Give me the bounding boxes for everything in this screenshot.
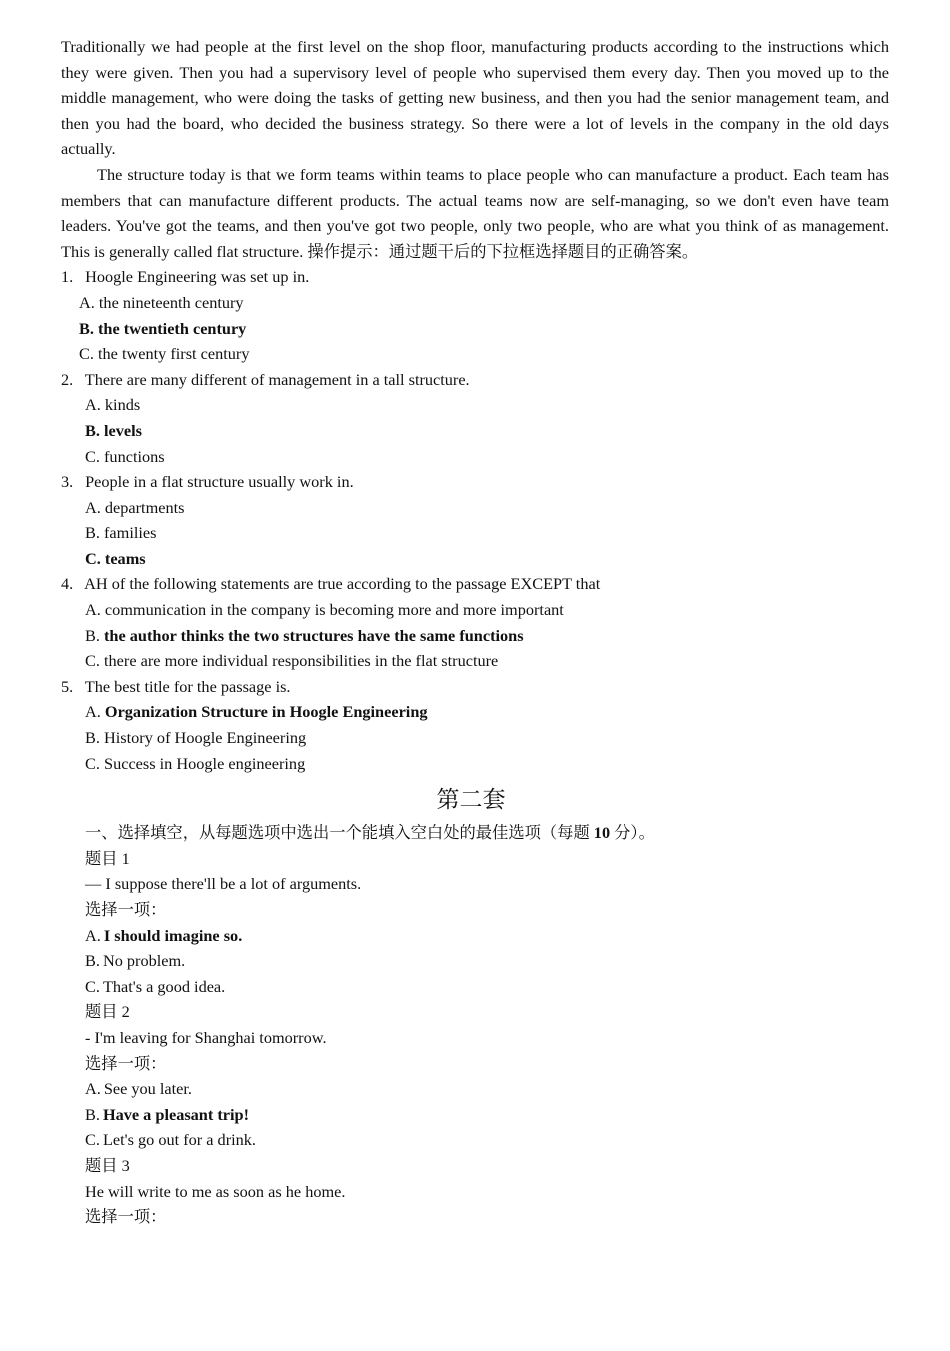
passage-paragraph-2: The structure today is that we form teams within teams to place people who can manufacture a product. Each team has members that can manufacture different products. The actual teams now are self-managing, so we don't even have team leaders. You've got the teams, and then you've got two people, only two people, who are what you think of as management. This is generally called flat structure. 操作提示：通过题干后的下拉框选择题目的正确答案。 [61, 164, 889, 261]
option-4b-correct [61, 623, 889, 649]
question-2 [61, 367, 889, 393]
option-label: B. [85, 523, 100, 543]
option-text: the twentieth century [98, 318, 247, 338]
option-text: Let's go out for a drink. [102, 1130, 256, 1150]
question-number: 3. [61, 472, 74, 492]
option-text: Success in Hoogle engineering [104, 753, 306, 773]
question-5 [61, 674, 889, 700]
item-1-option-c [61, 974, 889, 1000]
option-text: Have a pleasant trip! [102, 1104, 250, 1124]
option-label: C. [85, 1130, 100, 1150]
question-1 [61, 264, 889, 290]
option-4c [61, 648, 889, 674]
option-text: No problem. [102, 951, 186, 971]
section-instruction [61, 820, 889, 846]
option-label: B. [85, 1104, 100, 1124]
question-text: People in a flat structure usually work in. [85, 472, 354, 492]
option-text: See you later. [103, 1079, 192, 1099]
option-2a [61, 392, 889, 418]
option-label: B. [85, 625, 100, 645]
section-title: 第二套 [436, 787, 506, 813]
option-text: History of Hoogle Engineering [104, 728, 307, 748]
question-3 [61, 469, 889, 495]
option-text: departments [104, 497, 185, 517]
item-2-prompt: - I'm leaving for Shanghai tomorrow. [85, 1027, 327, 1047]
option-1c [61, 341, 889, 367]
question-number: 2. [61, 369, 74, 389]
document-page [61, 34, 889, 1230]
question-text: Hoogle Engineering was set up in. [85, 267, 310, 287]
option-label: C. [85, 753, 100, 773]
passage-paragraph-1: Traditionally we had people at the first level on the shop floor, manufacturing products according to the instructions which they were given. Then you had a supervisory level of people who supervised them every day. Then you moved up to the middle management, who were doing the tasks of getting new business, and then you had the senior management team, and then you had the board, who decided the business strategy. So there were a lot of levels in the company in the old days actually. [61, 37, 889, 159]
option-label: C. [85, 651, 100, 671]
option-3a [61, 495, 889, 521]
question-text: The best title for the passage is. [84, 676, 291, 696]
item-2-option-b-correct [61, 1102, 889, 1128]
choose-one-label: 选择一项： [85, 900, 167, 919]
option-label: A. [85, 395, 101, 415]
item-2-option-a [61, 1076, 889, 1102]
option-text: functions [104, 446, 165, 466]
question-number: 1. [61, 267, 74, 287]
option-label: C. [79, 344, 94, 364]
option-text: Organization Structure in Hoogle Engineering [104, 702, 428, 722]
instruction-text-end: 分）。 [610, 823, 655, 843]
option-5b [61, 725, 889, 751]
option-5a-correct [61, 699, 889, 725]
item-1-option-b [61, 948, 889, 974]
option-label: B. [79, 318, 94, 338]
option-label: B. [85, 951, 100, 971]
option-text: the author thinks the two structures have the same functions [104, 625, 524, 645]
option-text: I should imagine so. [103, 925, 243, 945]
option-label: B. [85, 728, 100, 748]
option-label: C. [85, 446, 100, 466]
option-text: communication in the company is becoming more and more important [104, 600, 564, 620]
option-label: B. [85, 420, 100, 440]
option-label: A. [85, 1079, 101, 1099]
question-4 [61, 571, 889, 597]
item-3-title: 题目 3 [85, 1155, 130, 1175]
option-label: A. [85, 925, 101, 945]
option-3c-correct [61, 546, 889, 572]
option-label: A. [85, 497, 101, 517]
option-2c [61, 444, 889, 470]
instruction-points: 10 [593, 823, 611, 843]
option-text: there are more individual responsibilities in the flat structure [104, 651, 499, 671]
option-3b [61, 520, 889, 546]
option-label: C. [85, 976, 100, 996]
item-1-option-a-correct [61, 923, 889, 949]
option-label: A. [85, 702, 101, 722]
option-label: A. [85, 600, 101, 620]
option-1b-correct [61, 316, 889, 342]
option-text: the twenty first century [98, 344, 250, 364]
option-5c [61, 751, 889, 777]
option-text: the nineteenth century [98, 292, 244, 312]
option-1a [61, 290, 889, 316]
item-2-title: 题目 2 [85, 1002, 130, 1022]
instruction-text: 一、选择填空，从每题选项中选出一个能填入空白处的最佳选项（每题 [85, 823, 594, 843]
item-1-prompt: — I suppose there'll be a lot of arguments. [85, 874, 362, 894]
option-4a [61, 597, 889, 623]
choose-one-label: 选择一项： [85, 1053, 167, 1073]
choose-one-label: 选择一项： [85, 1207, 167, 1227]
option-text: That's a good idea. [102, 976, 226, 996]
question-number: 4. [61, 574, 74, 594]
option-label: C. [85, 548, 101, 568]
option-text: teams [104, 548, 146, 568]
question-text: AH of the following statements are true according to the passage EXCEPT that [84, 574, 601, 594]
option-text: levels [104, 420, 142, 440]
question-number: 5. [61, 676, 74, 696]
item-1-title: 题目 1 [85, 848, 130, 868]
question-text: There are many different of management in a tall structure. [84, 369, 470, 389]
option-text: families [104, 523, 157, 543]
option-label: A. [79, 292, 95, 312]
option-2b-correct [61, 418, 889, 444]
item-2-option-c [61, 1127, 889, 1153]
item-3-prompt: He will write to me as soon as he home. [85, 1181, 346, 1201]
option-text: kinds [104, 395, 141, 415]
